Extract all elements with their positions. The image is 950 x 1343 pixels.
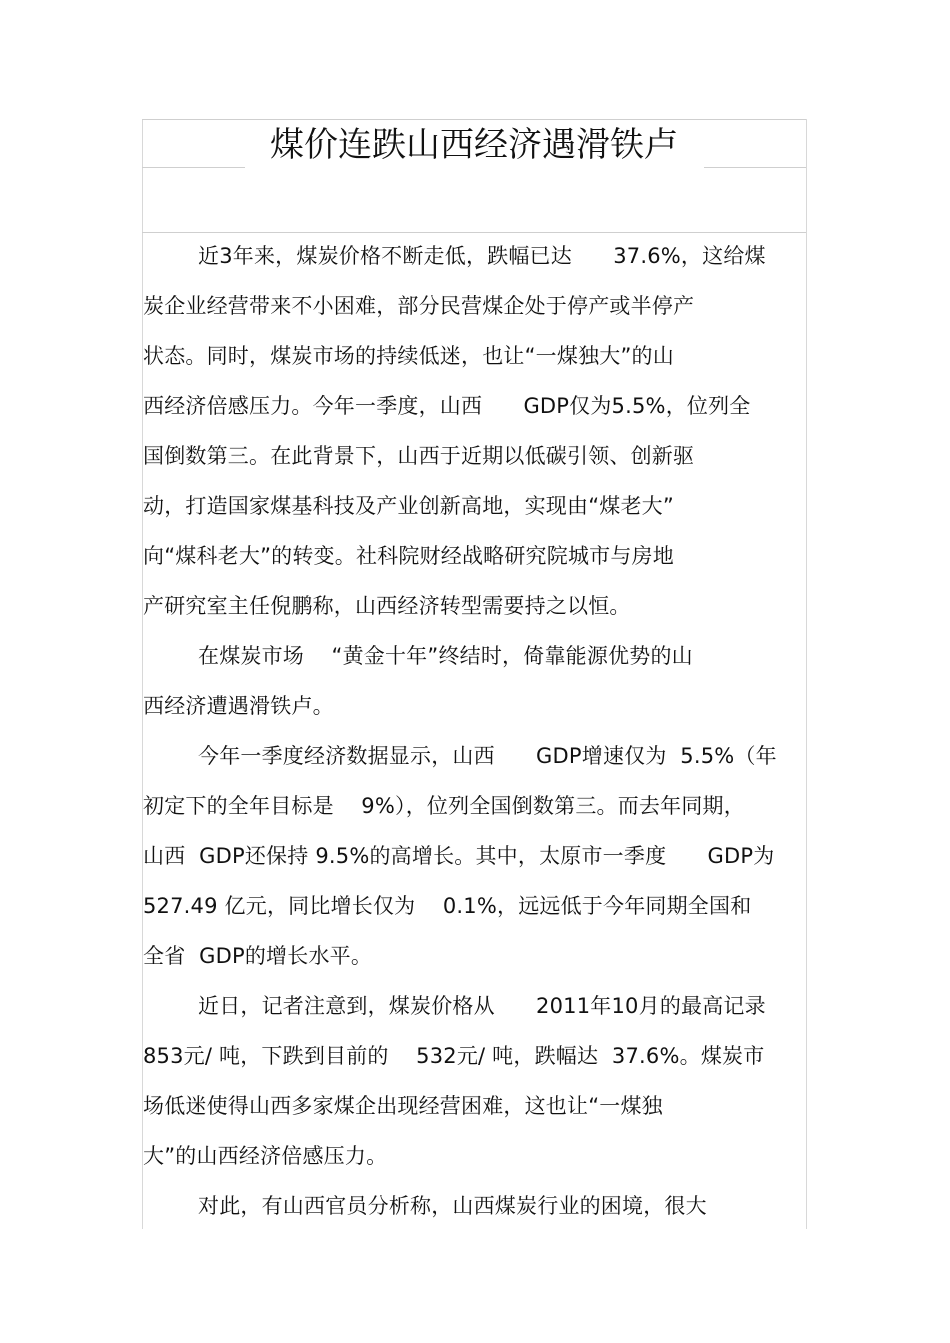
body-line: 527.49 亿元，同比增长仅为 0.1%，远远低于今年同期全国和	[143, 894, 752, 918]
body-line: 在煤炭市场 “黄金十年”终结时，倚靠能源优势的山	[143, 644, 693, 668]
body-line: 对此，有山西官员分析称，山西煤炭行业的困境，很大	[143, 1194, 707, 1218]
body-line: 状态。同时，煤炭市场的持续低迷，也让“一煤独大”的山	[143, 344, 674, 368]
body-line: 全省 GDP的增长水平。	[143, 944, 373, 968]
body-line: 大”的山西经济倍感压力。	[143, 1144, 388, 1168]
body-line: 炭企业经营带来不小困难，部分民营煤企处于停产或半停产	[143, 294, 695, 318]
title-rule-left	[142, 167, 245, 168]
body-line: 近日，记者注意到，煤炭价格从 2011年10月的最高记录	[143, 994, 766, 1018]
body-line: 向“煤科老大”的转变。社科院财经战略研究院城市与房地	[143, 544, 674, 568]
body-line: 近3年来，煤炭价格不断走低，跌幅已达 37.6%，这给煤	[143, 244, 766, 268]
body-line: 山西 GDP还保持 9.5%的高增长。其中，太原市一季度 GDP为	[143, 844, 775, 868]
body-line: 西经济倍感压力。今年一季度，山西 GDP仅为5.5%，位列全	[143, 394, 751, 418]
body-line: 产研究室主任倪鹏称，山西经济转型需要持之以恒。	[143, 594, 631, 618]
header-rule-bottom	[142, 232, 806, 233]
title-rule-right	[704, 167, 806, 168]
body-line: 今年一季度经济数据显示，山西 GDP增速仅为 5.5%（年	[143, 744, 777, 768]
body-line: 国倒数第三。在此背景下，山西于近期以低碳引领、创新驱	[143, 444, 695, 468]
body-line: 场低迷使得山西多家煤企出现经营困难，这也让“一煤独	[143, 1094, 663, 1118]
body-line: 动，打造国家煤基科技及产业创新高地，实现由“煤老大”	[143, 494, 674, 518]
body-line: 853元/ 吨，下跌到目前的 532元/ 吨，跌幅达 37.6%。煤炭市	[143, 1044, 765, 1068]
body-line: 西经济遭遇滑铁卢。	[143, 694, 334, 718]
article-title: 煤价连跌山西经济遇滑铁卢	[270, 125, 678, 165]
body-line: 初定下的全年目标是 9%），位列全国倒数第三。而去年同期，	[143, 794, 745, 818]
